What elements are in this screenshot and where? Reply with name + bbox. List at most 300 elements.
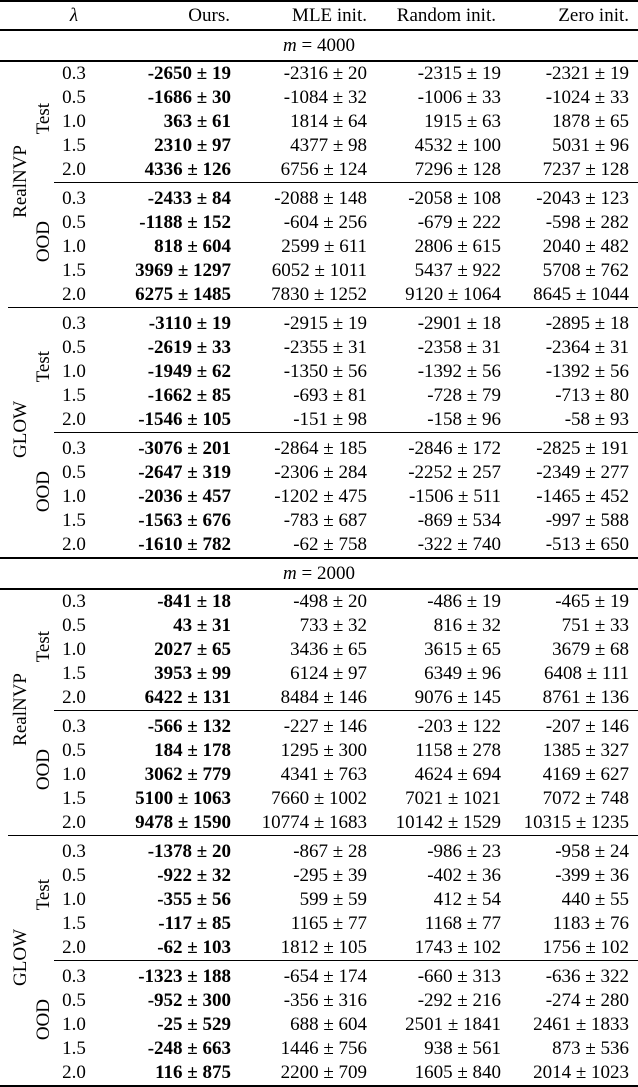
lambda-value: 0.5 <box>62 740 86 761</box>
split-label-text: Test <box>32 351 54 383</box>
zero-value: -1392 ± 56 <box>545 361 629 382</box>
data-row <box>0 134 638 158</box>
mle-value: 1812 ± 105 <box>280 937 367 958</box>
ours-value: -1188 ± 152 <box>139 212 231 233</box>
section-header: m = 4000 <box>0 30 638 61</box>
ours-value: -355 ± 56 <box>157 889 231 910</box>
section-title-row <box>0 30 638 61</box>
random-value: 5437 ± 922 <box>414 260 501 281</box>
random-value: 1743 ± 102 <box>414 937 501 958</box>
gutter-cell <box>0 308 8 337</box>
data-row <box>0 864 638 888</box>
col-header-mle-init: MLE init. <box>236 1 371 30</box>
zero-value: 873 ± 536 <box>552 1038 629 1059</box>
zero-value: 10315 ± 1235 <box>523 812 629 833</box>
data-row <box>0 86 638 110</box>
zero-value: -636 ± 322 <box>506 961 638 990</box>
gutter-cell <box>0 912 8 936</box>
lambda-value: 1.0 <box>62 486 86 507</box>
lambda-value: 0.3 <box>54 711 94 740</box>
mle-value: 4377 ± 98 <box>290 135 367 156</box>
model-label-text: GLOW <box>9 400 31 458</box>
lambda-value: 0.3 <box>62 591 86 612</box>
data-row <box>0 183 638 212</box>
ours-value: -1563 ± 676 <box>138 510 231 531</box>
data-row <box>0 811 638 836</box>
ours-value: -2619 ± 33 <box>147 337 231 358</box>
random-value: 7021 ± 1021 <box>405 788 501 809</box>
mle-value: -654 ± 174 <box>236 961 371 990</box>
ours-value: -952 ± 300 <box>147 990 231 1011</box>
ours-value: 6422 ± 131 <box>144 687 231 708</box>
gutter-cell <box>0 589 8 614</box>
random-value: 938 ± 561 <box>424 1038 501 1059</box>
gutter-cell <box>0 485 8 509</box>
section-header: m = 2000 <box>0 558 638 589</box>
lambda-value: 0.5 <box>62 990 86 1011</box>
random-value: 1605 ± 840 <box>371 1061 506 1086</box>
col-header-ours: Ours. <box>94 1 236 30</box>
ours-value: -1546 ± 105 <box>138 409 231 430</box>
split-label-text: Test <box>32 879 54 911</box>
ours-value: -566 ± 132 <box>94 711 236 740</box>
random-value: 6349 ± 96 <box>424 663 501 684</box>
data-row <box>0 711 638 740</box>
zero-value: -274 ± 280 <box>545 990 629 1011</box>
lambda-value: 0.3 <box>54 183 94 212</box>
zero-value: -513 ± 650 <box>545 534 629 555</box>
random-value: 1158 ± 278 <box>415 740 501 761</box>
zero-value: 7237 ± 128 <box>542 159 629 180</box>
ours-value: 3953 ± 99 <box>154 663 231 684</box>
split-label-ood <box>32 711 54 836</box>
zero-value: -958 ± 24 <box>506 836 638 865</box>
results-tbody <box>0 30 638 1086</box>
gutter-cell <box>0 961 8 990</box>
data-row <box>0 1061 638 1086</box>
split-label-text: Test <box>32 631 54 663</box>
gutter-cell <box>0 259 8 283</box>
lambda-value: 0.5 <box>62 615 86 636</box>
lambda-value: 2.0 <box>62 534 86 555</box>
random-value: -2846 ± 172 <box>371 433 506 462</box>
zero-value: 2461 ± 1833 <box>533 1014 629 1035</box>
lambda-value: 2.0 <box>62 159 86 180</box>
split-label-ood <box>32 433 54 559</box>
zero-value: -399 ± 36 <box>555 865 629 886</box>
lambda-value: 0.3 <box>62 63 86 84</box>
gutter-cell <box>0 61 8 86</box>
random-value: 4532 ± 100 <box>414 135 501 156</box>
data-row <box>0 1037 638 1061</box>
mle-value: 7830 ± 1252 <box>271 284 367 305</box>
data-row <box>0 110 638 134</box>
data-row <box>0 308 638 337</box>
random-value: 4624 ± 694 <box>414 764 501 785</box>
mle-value: -604 ± 256 <box>283 212 367 233</box>
zero-value: 2014 ± 1023 <box>506 1061 638 1086</box>
lambda-value: 1.5 <box>62 510 86 531</box>
header-spacer <box>0 1 54 30</box>
random-value: -1006 ± 33 <box>417 87 501 108</box>
data-row <box>0 485 638 509</box>
ours-value: 2027 ± 65 <box>154 639 231 660</box>
ours-value: -922 ± 32 <box>157 865 231 886</box>
lambda-value: 1.5 <box>62 385 86 406</box>
lambda-value: 0.5 <box>62 462 86 483</box>
random-value: 10142 ± 1529 <box>395 812 501 833</box>
data-row <box>0 836 638 865</box>
mle-value: -498 ± 20 <box>293 591 367 612</box>
model-label-text: GLOW <box>9 928 31 986</box>
ours-value: -1610 ± 782 <box>138 534 231 555</box>
gutter-cell <box>0 110 8 134</box>
split-label-text: OOD <box>32 220 54 262</box>
gutter-cell <box>0 936 8 961</box>
ours-value: 6275 ± 1485 <box>135 284 231 305</box>
ours-value: 818 ± 604 <box>154 236 231 257</box>
lambda-value: 0.5 <box>62 337 86 358</box>
gutter-cell <box>0 811 8 836</box>
random-value: -2358 ± 31 <box>417 337 501 358</box>
mle-value: 1814 ± 64 <box>290 111 367 132</box>
ours-value: 9478 ± 1590 <box>135 812 231 833</box>
zero-value: -2043 ± 123 <box>506 183 638 212</box>
random-value: -322 ± 740 <box>417 534 501 555</box>
zero-value: 440 ± 55 <box>561 889 629 910</box>
split-label-ood <box>32 183 54 308</box>
zero-value: -465 ± 19 <box>555 591 629 612</box>
mle-value: -227 ± 146 <box>236 711 371 740</box>
random-value: -1506 ± 511 <box>408 486 501 507</box>
gutter-cell <box>0 134 8 158</box>
data-row <box>0 912 638 936</box>
random-value: 2806 ± 615 <box>414 236 501 257</box>
ours-value: -1662 ± 85 <box>147 385 231 406</box>
mle-value: 2599 ± 611 <box>281 236 367 257</box>
data-row <box>0 936 638 961</box>
split-label-text: OOD <box>32 748 54 790</box>
ours-value: -3110 ± 19 <box>94 308 236 337</box>
zero-value: -2321 ± 19 <box>545 63 629 84</box>
data-row <box>0 662 638 686</box>
zero-value: 1385 ± 327 <box>542 740 629 761</box>
mle-value: -151 ± 98 <box>293 409 367 430</box>
mle-value: -2088 ± 148 <box>236 183 371 212</box>
data-row <box>0 1013 638 1037</box>
mle-value: 688 ± 604 <box>290 1014 367 1035</box>
lambda-value: 1.0 <box>62 236 86 257</box>
lambda-value: 0.5 <box>62 87 86 108</box>
zero-value: -598 ± 282 <box>545 212 629 233</box>
gutter-cell <box>0 360 8 384</box>
split-label-ood <box>32 961 54 1087</box>
ours-value: 3969 ± 1297 <box>135 260 231 281</box>
random-value: -486 ± 19 <box>427 591 501 612</box>
lambda-value: 1.5 <box>62 135 86 156</box>
mle-value: 1165 ± 77 <box>290 913 367 934</box>
gutter-cell <box>0 763 8 787</box>
data-row <box>0 509 638 533</box>
zero-value: 7072 ± 748 <box>542 788 629 809</box>
data-row <box>0 787 638 811</box>
random-value: -2315 ± 19 <box>417 63 501 84</box>
ours-value: 116 ± 875 <box>94 1061 236 1086</box>
split-label-test <box>32 61 54 183</box>
zero-value: 6408 ± 111 <box>543 663 629 684</box>
gutter-cell <box>0 739 8 763</box>
lambda-value: 1.0 <box>62 639 86 660</box>
ours-value: -2650 ± 19 <box>147 63 231 84</box>
zero-value: 1183 ± 76 <box>552 913 629 934</box>
ours-value: 2310 ± 97 <box>154 135 231 156</box>
data-row <box>0 989 638 1013</box>
data-row <box>0 211 638 235</box>
mle-value: 6756 ± 124 <box>280 159 367 180</box>
ours-value: 4336 ± 126 <box>144 159 231 180</box>
random-value: 1168 ± 77 <box>424 913 501 934</box>
model-label-realnvp <box>8 589 32 836</box>
gutter-cell <box>0 283 8 308</box>
split-label-test <box>32 308 54 433</box>
gutter-cell <box>0 711 8 740</box>
lambda-value: 2.0 <box>54 1061 94 1086</box>
lambda-value: 2.0 <box>62 409 86 430</box>
zero-value: 5031 ± 96 <box>552 135 629 156</box>
gutter-cell <box>0 509 8 533</box>
ours-value: -2433 ± 84 <box>94 183 236 212</box>
random-value: 3615 ± 65 <box>424 639 501 660</box>
zero-value: -2895 ± 18 <box>506 308 638 337</box>
mle-value: -867 ± 28 <box>236 836 371 865</box>
random-value: 9120 ± 1064 <box>405 284 501 305</box>
gutter-cell <box>0 433 8 462</box>
random-value: -679 ± 222 <box>417 212 501 233</box>
zero-value: -1465 ± 452 <box>536 486 629 507</box>
split-label-text: OOD <box>32 470 54 512</box>
lambda-value: 0.5 <box>62 865 86 886</box>
zero-value: 5708 ± 762 <box>542 260 629 281</box>
mle-value: 1295 ± 300 <box>280 740 367 761</box>
gutter-cell <box>0 638 8 662</box>
zero-value: -1024 ± 33 <box>545 87 629 108</box>
ours-value: -1686 ± 30 <box>147 87 231 108</box>
random-value: -402 ± 36 <box>427 865 501 886</box>
ours-value: -2647 ± 319 <box>138 462 231 483</box>
random-value: -660 ± 313 <box>371 961 506 990</box>
random-value: -2901 ± 18 <box>371 308 506 337</box>
zero-value: 4169 ± 627 <box>542 764 629 785</box>
zero-value: -2349 ± 277 <box>536 462 629 483</box>
zero-value: -207 ± 146 <box>506 711 638 740</box>
random-value: -1392 ± 56 <box>417 361 501 382</box>
random-value: -158 ± 96 <box>427 409 501 430</box>
mle-value: 6052 ± 1011 <box>271 260 367 281</box>
random-value: 816 ± 32 <box>433 615 501 636</box>
data-row <box>0 614 638 638</box>
data-row <box>0 360 638 384</box>
ours-value: -248 ± 663 <box>147 1038 231 1059</box>
random-value: -292 ± 216 <box>417 990 501 1011</box>
lambda-value: 0.3 <box>54 308 94 337</box>
data-row <box>0 888 638 912</box>
data-row <box>0 686 638 711</box>
zero-value: 8645 ± 1044 <box>533 284 629 305</box>
random-value: 7296 ± 128 <box>414 159 501 180</box>
math-var: m <box>283 35 297 56</box>
random-value: -869 ± 534 <box>417 510 501 531</box>
mle-value: -2355 ± 31 <box>283 337 367 358</box>
gutter-cell <box>0 1037 8 1061</box>
lambda-value: 1.5 <box>62 1038 86 1059</box>
mle-value: -295 ± 39 <box>293 865 367 886</box>
gutter-cell <box>0 86 8 110</box>
zero-value: 751 ± 33 <box>561 615 629 636</box>
ours-value: -62 ± 103 <box>157 937 231 958</box>
gutter-cell <box>0 336 8 360</box>
model-label-realnvp <box>8 61 32 308</box>
split-label-text: Test <box>32 103 54 135</box>
random-value: 1915 ± 63 <box>424 111 501 132</box>
mle-value: 2200 ± 709 <box>236 1061 371 1086</box>
lambda-value: 2.0 <box>62 284 86 305</box>
lambda-value: 2.0 <box>62 937 86 958</box>
gutter-cell <box>0 1013 8 1037</box>
col-header-random-init: Random init. <box>371 1 506 30</box>
mle-value: -2316 ± 20 <box>283 63 367 84</box>
lambda-value: 1.0 <box>62 764 86 785</box>
lambda-value: 1.5 <box>62 913 86 934</box>
data-row <box>0 384 638 408</box>
data-row <box>0 461 638 485</box>
data-row <box>0 433 638 462</box>
ours-value: -3076 ± 201 <box>94 433 236 462</box>
zero-value: 1878 ± 65 <box>552 111 629 132</box>
gutter-cell <box>0 614 8 638</box>
gutter-cell <box>0 158 8 183</box>
ours-value: -1323 ± 188 <box>94 961 236 990</box>
lambda-value: 1.5 <box>62 260 86 281</box>
random-value: 412 ± 54 <box>433 889 501 910</box>
data-row <box>0 961 638 990</box>
gutter-cell <box>0 662 8 686</box>
data-row <box>0 763 638 787</box>
mle-value: 4341 ± 763 <box>280 764 367 785</box>
data-row <box>0 158 638 183</box>
mle-value: -62 ± 758 <box>293 534 367 555</box>
gutter-cell <box>0 686 8 711</box>
section-title-row <box>0 558 638 589</box>
zero-value: 3679 ± 68 <box>552 639 629 660</box>
zero-value: 1756 ± 102 <box>542 937 629 958</box>
data-row <box>0 283 638 308</box>
random-value: 9076 ± 145 <box>414 687 501 708</box>
lambda-value: 0.3 <box>54 433 94 462</box>
mle-value: -2306 ± 284 <box>274 462 367 483</box>
mle-value: -783 ± 687 <box>283 510 367 531</box>
model-label-text: RealNVP <box>9 144 31 218</box>
random-value: -728 ± 79 <box>427 385 501 406</box>
gutter-cell <box>0 183 8 212</box>
ours-value: 184 ± 178 <box>154 740 231 761</box>
data-row <box>0 589 638 614</box>
gutter-cell <box>0 888 8 912</box>
split-label-test <box>32 589 54 711</box>
zero-value: -2364 ± 31 <box>545 337 629 358</box>
mle-value: -2915 ± 19 <box>236 308 371 337</box>
mle-value: 733 ± 32 <box>299 615 367 636</box>
random-value: -2058 ± 108 <box>371 183 506 212</box>
gutter-cell <box>0 1061 8 1086</box>
gutter-cell <box>0 461 8 485</box>
mle-value: 1446 ± 756 <box>280 1038 367 1059</box>
gutter-cell <box>0 211 8 235</box>
data-row <box>0 739 638 763</box>
split-label-text: OOD <box>32 998 54 1040</box>
random-value: -203 ± 122 <box>371 711 506 740</box>
model-label-text: RealNVP <box>9 672 31 746</box>
lambda-value: 1.0 <box>62 361 86 382</box>
data-row <box>0 259 638 283</box>
model-label-glow <box>8 836 32 1087</box>
random-value: 2501 ± 1841 <box>405 1014 501 1035</box>
mle-value: -2864 ± 185 <box>236 433 371 462</box>
mle-value: -1350 ± 56 <box>283 361 367 382</box>
ours-value: 3062 ± 779 <box>144 764 231 785</box>
gutter-cell <box>0 787 8 811</box>
data-row <box>0 235 638 259</box>
ours-value: -2036 ± 457 <box>138 486 231 507</box>
lambda-value: 1.5 <box>62 788 86 809</box>
model-label-glow <box>8 308 32 559</box>
gutter-cell <box>0 384 8 408</box>
gutter-cell <box>0 235 8 259</box>
lambda-value: 1.5 <box>62 663 86 684</box>
gutter-cell <box>0 408 8 433</box>
mle-value: 7660 ± 1002 <box>271 788 367 809</box>
ours-value: 363 ± 61 <box>163 111 231 132</box>
ours-value: -1949 ± 62 <box>147 361 231 382</box>
random-value: -2252 ± 257 <box>408 462 501 483</box>
math-var: m <box>283 563 297 584</box>
data-row <box>0 638 638 662</box>
ours-value: -117 ± 85 <box>158 913 231 934</box>
data-row <box>0 61 638 86</box>
mle-value: 3436 ± 65 <box>290 639 367 660</box>
col-header-lambda: λ <box>54 1 94 30</box>
mle-value: 8484 ± 146 <box>280 687 367 708</box>
zero-value: -997 ± 588 <box>545 510 629 531</box>
mle-value: -1202 ± 475 <box>274 486 367 507</box>
ours-value: 43 ± 31 <box>173 615 231 636</box>
data-row <box>0 336 638 360</box>
gutter-cell <box>0 533 8 558</box>
lambda-value: 1.0 <box>62 889 86 910</box>
lambda-value: 2.0 <box>62 812 86 833</box>
mle-value: -693 ± 81 <box>293 385 367 406</box>
table-header-row <box>0 1 638 30</box>
col-header-zero-init: Zero init. <box>506 1 638 30</box>
lambda-value: 2.0 <box>62 687 86 708</box>
zero-value: -713 ± 80 <box>555 385 629 406</box>
lambda-value: 0.5 <box>62 212 86 233</box>
zero-value: -2825 ± 191 <box>506 433 638 462</box>
ours-value: -25 ± 529 <box>157 1014 231 1035</box>
gutter-cell <box>0 836 8 865</box>
mle-value: 10774 ± 1683 <box>261 812 367 833</box>
zero-value: 2040 ± 482 <box>542 236 629 257</box>
gutter-cell <box>0 864 8 888</box>
